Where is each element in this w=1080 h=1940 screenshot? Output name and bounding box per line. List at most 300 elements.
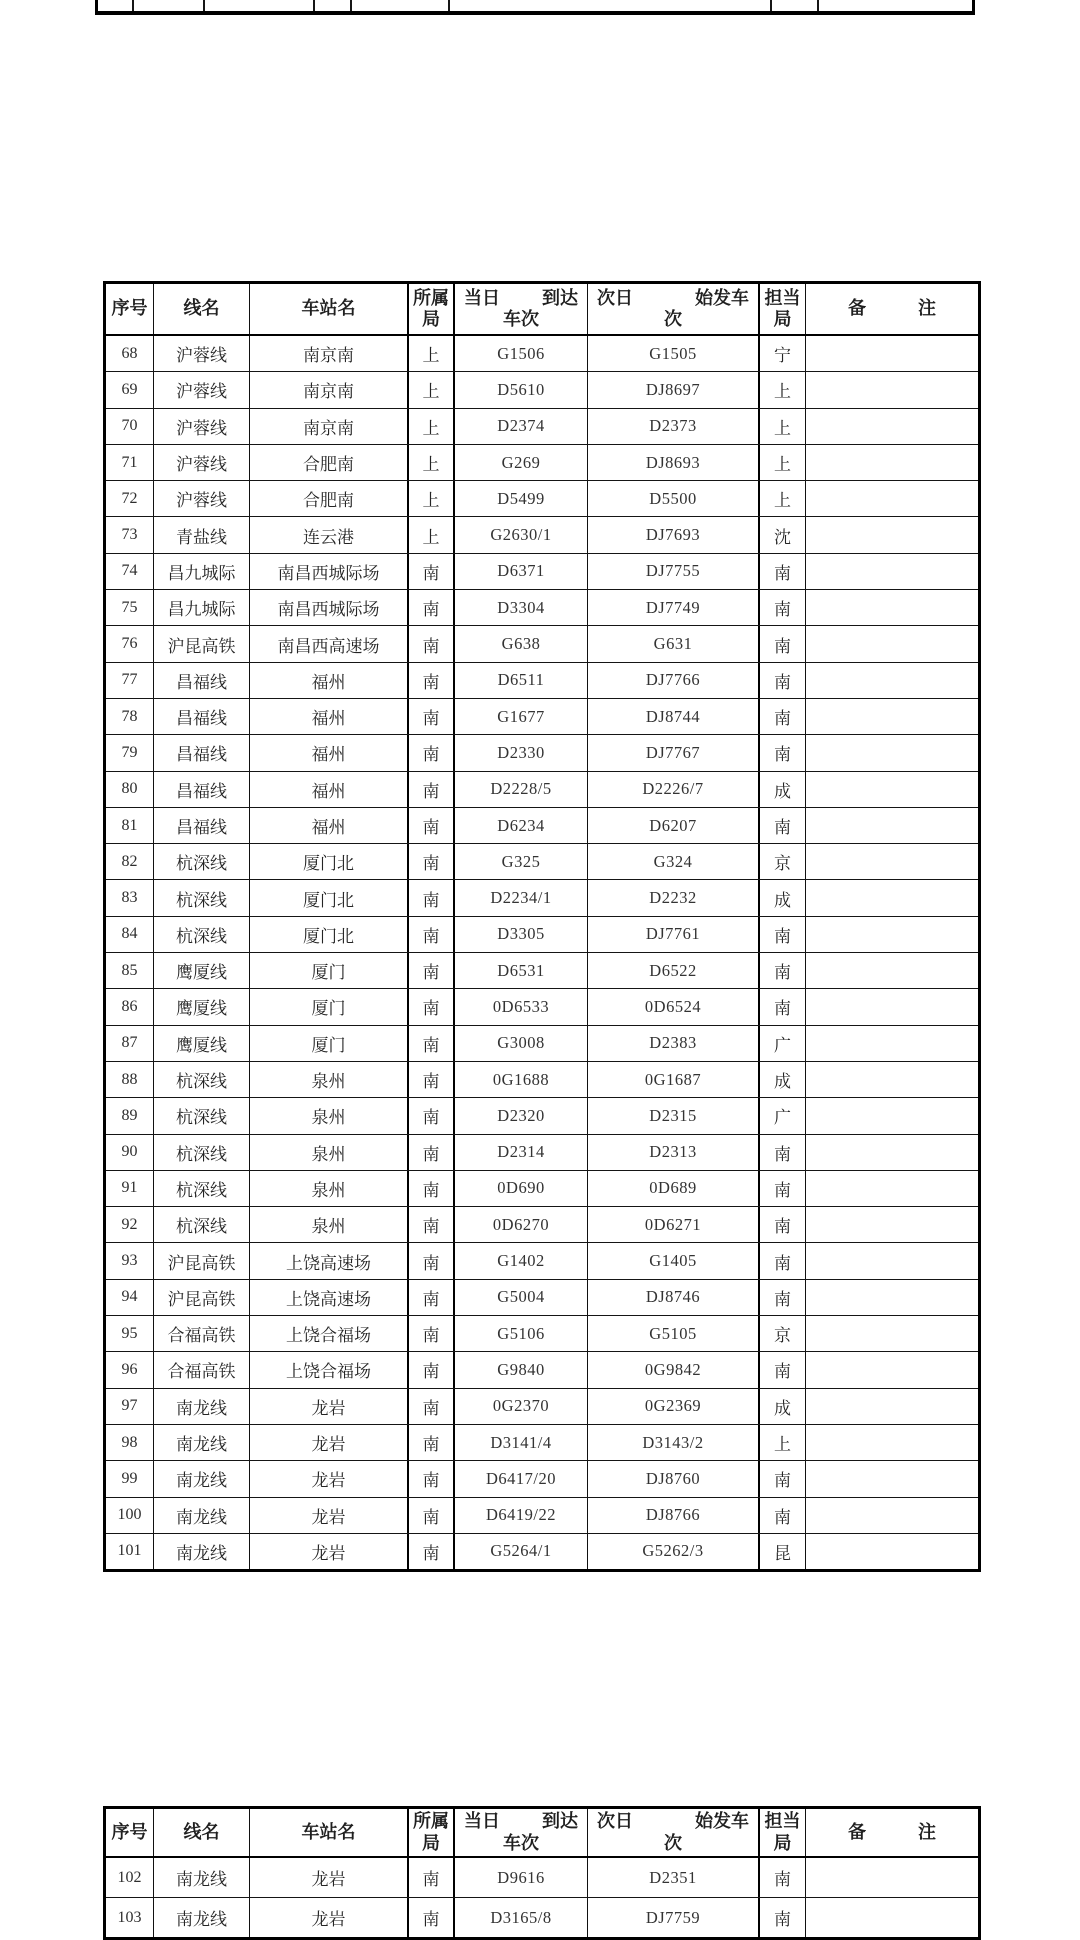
cell-arrival: D5610 [455, 372, 588, 407]
cell-duty: 南 [760, 989, 806, 1024]
cell-remarks [806, 445, 978, 480]
table-border-line [972, 0, 975, 11]
cell-station: 福州 [250, 663, 409, 698]
cell-line: 南龙线 [154, 1461, 250, 1496]
cell-station: 上饶高速场 [250, 1243, 409, 1278]
cell-arrival: G5004 [455, 1280, 588, 1315]
cell-remarks [806, 1243, 978, 1278]
cell-line: 沪昆高铁 [154, 1243, 250, 1278]
cell-seq: 85 [106, 953, 154, 988]
cell-seq: 71 [106, 445, 154, 480]
cell-departure: G1505 [588, 336, 760, 371]
header-station-name: 车站名 [250, 1809, 409, 1856]
cell-remarks [806, 1098, 978, 1133]
table-row [106, 1026, 978, 1062]
cell-seq: 88 [106, 1062, 154, 1097]
cell-arrival: 0D6270 [455, 1207, 588, 1242]
cell-line: 合福高铁 [154, 1316, 250, 1351]
cell-departure: D6207 [588, 808, 760, 843]
cell-line: 昌福线 [154, 735, 250, 770]
cell-remarks [806, 844, 978, 879]
cell-line: 南龙线 [154, 1498, 250, 1533]
cell-departure: DJ8766 [588, 1498, 760, 1533]
cell-duty: 昆 [760, 1534, 806, 1569]
cell-departure: DJ8697 [588, 372, 760, 407]
cell-line: 沪蓉线 [154, 409, 250, 444]
cell-station: 南京南 [250, 372, 409, 407]
cell-line: 南龙线 [154, 1534, 250, 1569]
cell-duty: 京 [760, 844, 806, 879]
table-border-line [203, 0, 205, 11]
table-row [106, 917, 978, 953]
cell-arrival: G5106 [455, 1316, 588, 1351]
cell-bureau: 南 [409, 1243, 455, 1278]
cell-arrival: G5264/1 [455, 1534, 588, 1569]
cell-remarks [806, 1425, 978, 1460]
cell-remarks [806, 1316, 978, 1351]
cell-departure: DJ7761 [588, 917, 760, 952]
cell-station: 厦门 [250, 1026, 409, 1061]
table-row [106, 336, 978, 372]
cell-bureau: 南 [409, 880, 455, 915]
cell-arrival: G3008 [455, 1026, 588, 1061]
header-owning-bureau: 所属 局 [409, 1809, 455, 1856]
cell-departure: G1405 [588, 1243, 760, 1278]
table-border-line [313, 0, 315, 11]
cell-duty: 上 [760, 372, 806, 407]
cell-arrival: D6511 [455, 663, 588, 698]
header-duty-bureau: 担当 局 [760, 1809, 806, 1856]
cell-station: 龙岩 [250, 1498, 409, 1533]
cell-remarks [806, 1352, 978, 1387]
cell-bureau: 南 [409, 1898, 455, 1937]
table-row [106, 772, 978, 808]
cell-line: 沪昆高铁 [154, 1280, 250, 1315]
cell-seq: 78 [106, 699, 154, 734]
cell-line: 南龙线 [154, 1898, 250, 1937]
header-line-name: 线名 [154, 284, 250, 334]
cell-duty: 南 [760, 1135, 806, 1170]
cell-seq: 68 [106, 336, 154, 371]
cell-seq: 92 [106, 1207, 154, 1242]
cell-station: 泉州 [250, 1171, 409, 1206]
cell-station: 厦门北 [250, 917, 409, 952]
cell-line: 杭深线 [154, 880, 250, 915]
cell-station: 南昌西高速场 [250, 626, 409, 661]
cell-line: 昌福线 [154, 699, 250, 734]
cell-departure: DJ7767 [588, 735, 760, 770]
cell-station: 福州 [250, 699, 409, 734]
table-row [106, 1316, 978, 1352]
cell-seq: 101 [106, 1534, 154, 1569]
cell-arrival: G1677 [455, 699, 588, 734]
table-row [106, 554, 978, 590]
cell-bureau: 南 [409, 772, 455, 807]
cell-departure: DJ8760 [588, 1461, 760, 1496]
table-header-row [106, 284, 978, 336]
table-row [106, 1352, 978, 1388]
cell-departure: DJ7693 [588, 517, 760, 552]
cell-bureau: 上 [409, 409, 455, 444]
cell-station: 福州 [250, 772, 409, 807]
table-border-line [95, 11, 975, 15]
cell-seq: 98 [106, 1425, 154, 1460]
cell-duty: 南 [760, 1858, 806, 1897]
header-owning-bureau: 所属 局 [409, 284, 455, 334]
cell-line: 沪蓉线 [154, 336, 250, 371]
header-seq: 序号 [106, 284, 154, 334]
cell-duty: 南 [760, 554, 806, 589]
table-row [106, 1461, 978, 1497]
cell-arrival: G1506 [455, 336, 588, 371]
cell-remarks [806, 1026, 978, 1061]
cell-remarks [806, 699, 978, 734]
cell-bureau: 上 [409, 445, 455, 480]
table-row [106, 409, 978, 445]
cell-departure: D2351 [588, 1858, 760, 1897]
cell-bureau: 上 [409, 336, 455, 371]
cell-departure: D3143/2 [588, 1425, 760, 1460]
header-arrival-train: 当日 到达 车次 [455, 284, 588, 334]
cell-seq: 93 [106, 1243, 154, 1278]
cell-arrival: D2320 [455, 1098, 588, 1133]
table-row [106, 663, 978, 699]
cell-line: 杭深线 [154, 1171, 250, 1206]
cell-station: 泉州 [250, 1135, 409, 1170]
cell-remarks [806, 1207, 978, 1242]
cell-station: 厦门 [250, 953, 409, 988]
cell-station: 福州 [250, 735, 409, 770]
cell-arrival: G1402 [455, 1243, 588, 1278]
cell-remarks [806, 626, 978, 661]
cell-departure: D2383 [588, 1026, 760, 1061]
cell-seq: 102 [106, 1858, 154, 1897]
cell-departure: 0D6524 [588, 989, 760, 1024]
cell-station: 合肥南 [250, 445, 409, 480]
cell-station: 连云港 [250, 517, 409, 552]
cell-arrival: 0D6533 [455, 989, 588, 1024]
cell-departure: DJ8693 [588, 445, 760, 480]
cell-seq: 76 [106, 626, 154, 661]
cell-arrival: D6419/22 [455, 1498, 588, 1533]
table-row [106, 1135, 978, 1171]
cell-station: 上饶合福场 [250, 1352, 409, 1387]
cell-remarks [806, 336, 978, 371]
cell-remarks [806, 989, 978, 1024]
cell-seq: 77 [106, 663, 154, 698]
cell-arrival: D2228/5 [455, 772, 588, 807]
cell-remarks [806, 772, 978, 807]
table-row [106, 808, 978, 844]
cell-arrival: D2374 [455, 409, 588, 444]
cell-bureau: 南 [409, 1425, 455, 1460]
cell-duty: 京 [760, 1316, 806, 1351]
cell-line: 鹰厦线 [154, 989, 250, 1024]
table-row [106, 445, 978, 481]
cell-duty: 南 [760, 808, 806, 843]
cell-station: 合肥南 [250, 481, 409, 516]
cell-duty: 南 [760, 626, 806, 661]
cell-departure: DJ7759 [588, 1898, 760, 1937]
cell-line: 沪蓉线 [154, 372, 250, 407]
table-row [106, 1243, 978, 1279]
cell-bureau: 南 [409, 953, 455, 988]
cell-seq: 70 [106, 409, 154, 444]
cell-station: 泉州 [250, 1098, 409, 1133]
cell-station: 厦门北 [250, 844, 409, 879]
cell-line: 合福高铁 [154, 1352, 250, 1387]
cell-station: 龙岩 [250, 1425, 409, 1460]
cell-duty: 南 [760, 590, 806, 625]
table-border-line [770, 0, 772, 11]
cell-arrival: D9616 [455, 1858, 588, 1897]
table-border-line [95, 0, 98, 11]
cell-arrival: D2314 [455, 1135, 588, 1170]
cell-line: 昌九城际 [154, 590, 250, 625]
cell-bureau: 南 [409, 844, 455, 879]
cell-departure: G5105 [588, 1316, 760, 1351]
cell-bureau: 南 [409, 1316, 455, 1351]
table-row [106, 844, 978, 880]
cell-remarks [806, 1171, 978, 1206]
cell-line: 杭深线 [154, 1135, 250, 1170]
table-row [106, 953, 978, 989]
cell-seq: 103 [106, 1898, 154, 1937]
table-row [106, 1280, 978, 1316]
cell-bureau: 南 [409, 808, 455, 843]
cell-seq: 100 [106, 1498, 154, 1533]
cell-bureau: 南 [409, 1026, 455, 1061]
cell-bureau: 南 [409, 1280, 455, 1315]
cell-line: 沪蓉线 [154, 445, 250, 480]
cell-station: 南昌西城际场 [250, 554, 409, 589]
cell-bureau: 上 [409, 517, 455, 552]
cell-duty: 上 [760, 481, 806, 516]
cell-seq: 91 [106, 1171, 154, 1206]
cell-departure: DJ8746 [588, 1280, 760, 1315]
cell-departure: DJ7755 [588, 554, 760, 589]
cell-station: 龙岩 [250, 1898, 409, 1937]
table-border-line [350, 0, 352, 11]
cell-arrival: G638 [455, 626, 588, 661]
cell-duty: 南 [760, 1243, 806, 1278]
cell-bureau: 上 [409, 481, 455, 516]
cell-line: 昌福线 [154, 663, 250, 698]
cell-line: 南龙线 [154, 1425, 250, 1460]
table-row [106, 372, 978, 408]
cell-departure: D2226/7 [588, 772, 760, 807]
cell-remarks [806, 1898, 978, 1937]
cell-line: 昌福线 [154, 772, 250, 807]
cell-seq: 97 [106, 1389, 154, 1424]
cell-station: 厦门北 [250, 880, 409, 915]
cell-arrival: G2630/1 [455, 517, 588, 552]
cell-station: 泉州 [250, 1207, 409, 1242]
cell-bureau: 南 [409, 1498, 455, 1533]
cell-departure: 0D6271 [588, 1207, 760, 1242]
cell-line: 杭深线 [154, 917, 250, 952]
cell-duty: 上 [760, 1425, 806, 1460]
cell-bureau: 南 [409, 989, 455, 1024]
cell-remarks [806, 517, 978, 552]
cell-duty: 南 [760, 1207, 806, 1242]
cell-bureau: 南 [409, 626, 455, 661]
cell-bureau: 南 [409, 1534, 455, 1569]
cell-bureau: 南 [409, 1171, 455, 1206]
cell-duty: 南 [760, 1898, 806, 1937]
cell-seq: 79 [106, 735, 154, 770]
cell-arrival: D3165/8 [455, 1898, 588, 1937]
cell-line: 杭深线 [154, 1062, 250, 1097]
cell-seq: 80 [106, 772, 154, 807]
table-border-line [448, 0, 450, 11]
cell-duty: 成 [760, 772, 806, 807]
header-arrival-train: 当日 到达 车次 [455, 1809, 588, 1856]
cell-arrival: D6531 [455, 953, 588, 988]
cell-line: 南龙线 [154, 1389, 250, 1424]
cell-duty: 南 [760, 1280, 806, 1315]
cell-duty: 沈 [760, 517, 806, 552]
cell-remarks [806, 953, 978, 988]
cell-station: 厦门 [250, 989, 409, 1024]
header-duty-bureau: 担当 局 [760, 284, 806, 334]
cell-line: 鹰厦线 [154, 1026, 250, 1061]
cell-remarks [806, 409, 978, 444]
cell-bureau: 南 [409, 554, 455, 589]
cell-line: 沪蓉线 [154, 481, 250, 516]
cell-duty: 南 [760, 699, 806, 734]
table-row [106, 1425, 978, 1461]
cell-duty: 南 [760, 953, 806, 988]
cell-remarks [806, 590, 978, 625]
cell-station: 福州 [250, 808, 409, 843]
cell-departure: DJ8744 [588, 699, 760, 734]
cell-arrival: D3141/4 [455, 1425, 588, 1460]
cell-arrival: G269 [455, 445, 588, 480]
cell-departure: 0G2369 [588, 1389, 760, 1424]
cell-duty: 南 [760, 1461, 806, 1496]
cell-bureau: 上 [409, 372, 455, 407]
cell-bureau: 南 [409, 735, 455, 770]
table-row [106, 1062, 978, 1098]
cell-seq: 75 [106, 590, 154, 625]
cell-departure: DJ7749 [588, 590, 760, 625]
cell-seq: 95 [106, 1316, 154, 1351]
cell-departure: 0G1687 [588, 1062, 760, 1097]
cell-seq: 86 [106, 989, 154, 1024]
cell-arrival: D3304 [455, 590, 588, 625]
table-row [106, 735, 978, 771]
cell-station: 南京南 [250, 409, 409, 444]
cell-bureau: 南 [409, 1389, 455, 1424]
cell-duty: 南 [760, 1171, 806, 1206]
cell-remarks [806, 481, 978, 516]
cell-departure: D2373 [588, 409, 760, 444]
cell-remarks [806, 1858, 978, 1897]
cell-departure: D5500 [588, 481, 760, 516]
cell-seq: 89 [106, 1098, 154, 1133]
cell-duty: 成 [760, 1389, 806, 1424]
cell-departure: DJ7766 [588, 663, 760, 698]
cell-line: 杭深线 [154, 1098, 250, 1133]
cell-remarks [806, 1062, 978, 1097]
cell-duty: 宁 [760, 336, 806, 371]
cell-bureau: 南 [409, 1858, 455, 1897]
table-header-row [106, 1809, 978, 1858]
cell-station: 上饶高速场 [250, 1280, 409, 1315]
cell-duty: 南 [760, 1498, 806, 1533]
cell-duty: 上 [760, 409, 806, 444]
cell-bureau: 南 [409, 699, 455, 734]
cell-remarks [806, 372, 978, 407]
cell-arrival: D2234/1 [455, 880, 588, 915]
cell-arrival: 0G2370 [455, 1389, 588, 1424]
table-row [106, 481, 978, 517]
header-departure-train: 次日 始发车 次 [588, 1809, 760, 1856]
cell-departure: D2315 [588, 1098, 760, 1133]
cell-duty: 南 [760, 663, 806, 698]
cell-seq: 94 [106, 1280, 154, 1315]
table-row [106, 517, 978, 553]
table-body [106, 336, 978, 1569]
cell-departure: D2232 [588, 880, 760, 915]
cell-arrival: G9840 [455, 1352, 588, 1387]
cell-bureau: 南 [409, 663, 455, 698]
cell-bureau: 南 [409, 917, 455, 952]
cell-line: 沪昆高铁 [154, 626, 250, 661]
cell-bureau: 南 [409, 1062, 455, 1097]
cell-arrival: 0G1688 [455, 1062, 588, 1097]
cell-seq: 99 [106, 1461, 154, 1496]
cell-remarks [806, 1534, 978, 1569]
cell-seq: 69 [106, 372, 154, 407]
previous-table-bottom-edge [95, 0, 975, 15]
train-schedule-table [103, 281, 981, 1572]
cell-bureau: 南 [409, 1207, 455, 1242]
cell-line: 鹰厦线 [154, 953, 250, 988]
table-row [106, 1898, 978, 1937]
header-remarks: 备 注 [848, 1821, 936, 1842]
cell-departure: G5262/3 [588, 1534, 760, 1569]
cell-station: 泉州 [250, 1062, 409, 1097]
table-row [106, 1098, 978, 1134]
header-station-name: 车站名 [250, 284, 409, 334]
cell-seq: 74 [106, 554, 154, 589]
table-row [106, 1858, 978, 1898]
cell-remarks [806, 808, 978, 843]
cell-duty: 南 [760, 735, 806, 770]
cell-bureau: 南 [409, 1135, 455, 1170]
cell-arrival: D6234 [455, 808, 588, 843]
cell-bureau: 南 [409, 590, 455, 625]
cell-bureau: 南 [409, 1098, 455, 1133]
cell-remarks [806, 663, 978, 698]
cell-line: 昌九城际 [154, 554, 250, 589]
cell-departure: G324 [588, 844, 760, 879]
table-row [106, 699, 978, 735]
cell-arrival: D6417/20 [455, 1461, 588, 1496]
table-row [106, 989, 978, 1025]
cell-line: 青盐线 [154, 517, 250, 552]
cell-departure: G631 [588, 626, 760, 661]
cell-station: 上饶合福场 [250, 1316, 409, 1351]
cell-arrival: 0D690 [455, 1171, 588, 1206]
cell-seq: 96 [106, 1352, 154, 1387]
cell-station: 龙岩 [250, 1461, 409, 1496]
cell-remarks [806, 735, 978, 770]
cell-duty: 南 [760, 917, 806, 952]
cell-bureau: 南 [409, 1352, 455, 1387]
